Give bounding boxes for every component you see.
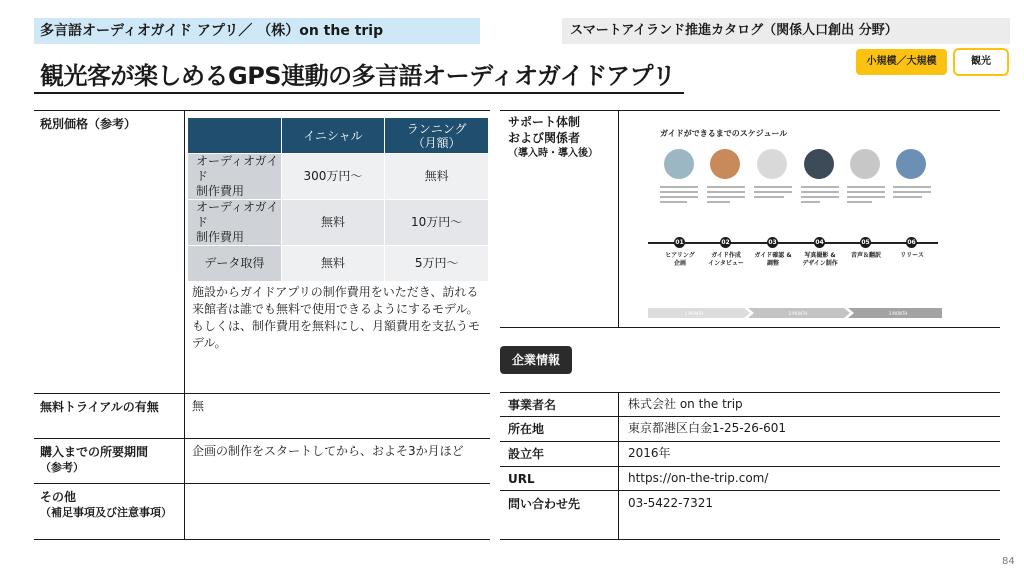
price-header-running: ランニング （月額） bbox=[385, 118, 489, 154]
table-row-header: データ取得 bbox=[188, 246, 282, 282]
step-dot-2: 02 bbox=[721, 239, 730, 246]
company-label-name: 事業者名 bbox=[508, 398, 557, 412]
divider bbox=[34, 393, 490, 394]
support-label bbox=[508, 114, 598, 162]
divider bbox=[184, 393, 185, 539]
company-label-url: URL bbox=[508, 472, 535, 486]
divider bbox=[500, 110, 1000, 111]
step-name-2: ガイド作成 インタビュー bbox=[708, 252, 744, 267]
step-text-4 bbox=[801, 186, 839, 206]
title-underline bbox=[34, 92, 684, 94]
period-label-sub: （参考） bbox=[40, 461, 84, 474]
step-name-5: 音声＆翻訳 bbox=[850, 252, 881, 259]
price-header-initial: イニシャル bbox=[281, 118, 385, 154]
support-label-line1: サポート体制 bbox=[508, 115, 581, 129]
table-cell: 300万円～ bbox=[281, 154, 385, 200]
divider bbox=[500, 416, 1000, 417]
trial-label: 無料トライアルの有無 bbox=[40, 400, 159, 414]
table-cell: 無料 bbox=[281, 200, 385, 246]
phase-label-1: 1 MONTH bbox=[684, 311, 704, 316]
table-row bbox=[188, 154, 489, 200]
page-number: 84 bbox=[1002, 556, 1015, 567]
step-name-3: ガイド確認 & 調整 bbox=[754, 252, 792, 267]
divider bbox=[618, 110, 619, 327]
step-name-1: ヒアリング 企画 bbox=[665, 252, 695, 267]
divider bbox=[34, 438, 490, 439]
step-photo-3 bbox=[757, 149, 787, 179]
company-value-name: 株式会社 on the trip bbox=[628, 397, 743, 411]
company-value-url[interactable]: https://on-the-trip.com/ bbox=[628, 471, 769, 485]
period-label bbox=[40, 444, 148, 476]
divider bbox=[500, 490, 1000, 491]
other-label-main: その他 bbox=[40, 490, 77, 504]
table-row-header: オーディオガイド 制作費用 bbox=[188, 154, 282, 200]
divider bbox=[34, 483, 490, 484]
company-label-founded: 設立年 bbox=[508, 447, 545, 461]
step-text-1 bbox=[660, 186, 698, 206]
step-photo-6 bbox=[896, 149, 926, 179]
company-label-address: 所在地 bbox=[508, 422, 545, 436]
company-value-founded: 2016年 bbox=[628, 446, 671, 460]
catalog-title: スマートアイランド推進カタログ（関係人口創出 分野） bbox=[562, 18, 1010, 44]
divider bbox=[34, 539, 490, 540]
divider bbox=[34, 110, 490, 111]
step-photo-4 bbox=[804, 149, 834, 179]
trial-value: 無 bbox=[192, 399, 205, 413]
product-tag: 多言語オーディオガイド アプリ／ （株）on the trip bbox=[34, 18, 480, 44]
step-dot-4: 04 bbox=[815, 239, 824, 246]
other-label bbox=[40, 489, 172, 521]
step-text-5 bbox=[847, 186, 885, 206]
table-row bbox=[188, 200, 489, 246]
phase-label-3: 3 MONTH bbox=[888, 311, 908, 316]
schedule-title: ガイドができるまでのスケジュール bbox=[660, 129, 788, 138]
table-cell: 5万円～ bbox=[385, 246, 489, 282]
price-label: 税別価格（参考） bbox=[40, 117, 137, 131]
table-row-header: オーディオガイド 制作費用 bbox=[188, 200, 282, 246]
timeline-line bbox=[648, 242, 938, 244]
schedule-figure bbox=[620, 116, 942, 324]
table-row bbox=[188, 246, 489, 282]
price-header-empty bbox=[188, 118, 282, 154]
step-text-3 bbox=[754, 186, 792, 201]
period-value: 企画の制作をスタートしてから、およそ3か月ほど bbox=[192, 444, 464, 458]
table-cell: 無料 bbox=[385, 154, 489, 200]
step-name-6: リリース bbox=[900, 252, 924, 259]
support-label-line2: および関係者 bbox=[508, 131, 581, 145]
table-cell: 10万円～ bbox=[385, 200, 489, 246]
support-label-sub: （導入時・導入後） bbox=[508, 148, 598, 159]
step-dot-1: 01 bbox=[675, 239, 684, 246]
divider bbox=[500, 466, 1000, 467]
step-photo-1 bbox=[664, 149, 694, 179]
step-photo-5 bbox=[850, 149, 880, 179]
other-label-sub: （補足事項及び注意事項） bbox=[40, 506, 172, 519]
field-badge: 観光 bbox=[953, 48, 1009, 76]
step-dot-6: 06 bbox=[907, 239, 916, 246]
company-value-contact: 03-5422-7321 bbox=[628, 496, 714, 510]
scale-badge: 小規模／大規模 bbox=[856, 49, 947, 75]
company-value-address: 東京都港区白金1-25-26-601 bbox=[628, 421, 787, 435]
divider bbox=[618, 392, 619, 539]
divider bbox=[184, 110, 185, 393]
page-title: 観光客が楽しめるGPS連動の多言語オーディオガイドアプリ bbox=[40, 62, 676, 90]
divider bbox=[500, 539, 1000, 540]
company-label-contact: 問い合わせ先 bbox=[508, 497, 581, 511]
price-table bbox=[187, 117, 489, 282]
divider bbox=[500, 441, 1000, 442]
table-cell: 無料 bbox=[281, 246, 385, 282]
step-dot-3: 03 bbox=[768, 239, 777, 246]
step-dot-5: 05 bbox=[861, 239, 870, 246]
phase-arrows bbox=[648, 308, 942, 318]
step-name-4: 写真撮影 & デザイン制作 bbox=[802, 252, 838, 267]
step-text-2 bbox=[707, 186, 745, 206]
price-description: 施設からガイドアプリの制作費用をいただき、訪れる来館者は誰でも無料で使用できるようにするモデル。もしくは、制作費用を無料にし、月額費用を支払うモデル。 bbox=[192, 285, 481, 350]
period-label-main: 購入までの所要期間 bbox=[40, 445, 149, 459]
phase-label-2: 2 MONTH bbox=[788, 311, 808, 316]
divider bbox=[500, 392, 1000, 393]
step-photo-2 bbox=[710, 149, 740, 179]
step-text-6 bbox=[893, 186, 931, 201]
divider bbox=[500, 327, 1000, 328]
company-info-badge: 企業情報 bbox=[500, 346, 572, 374]
